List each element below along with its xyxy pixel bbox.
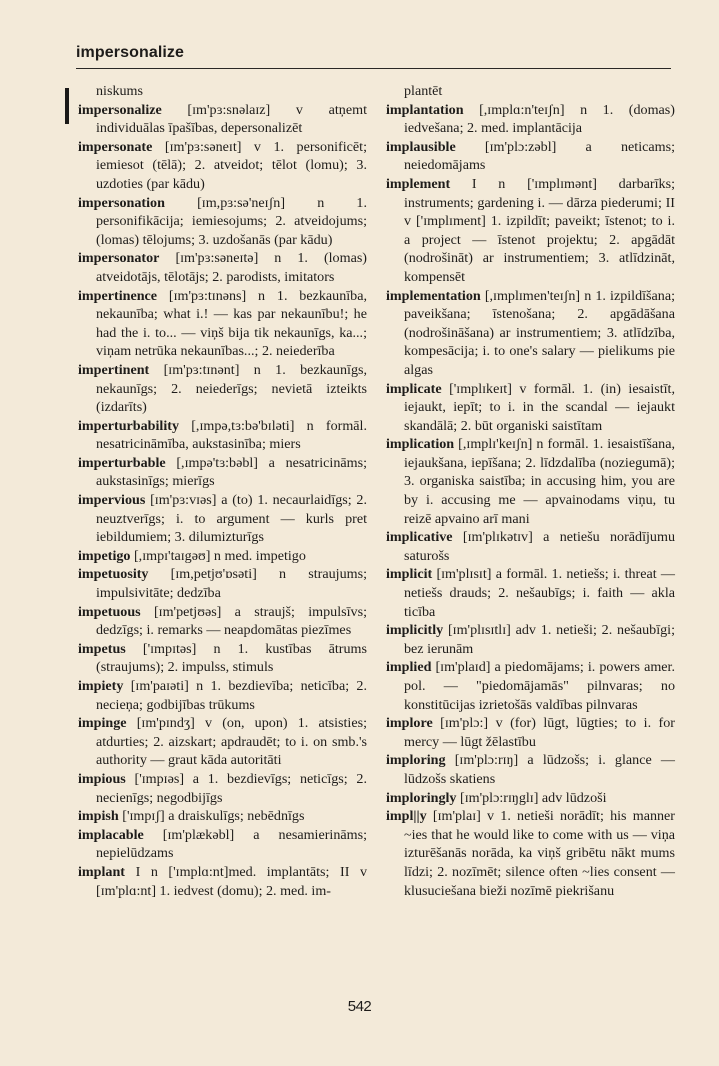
- dictionary-entry: [78, 807, 367, 826]
- dictionary-entry: [386, 751, 675, 788]
- headword: imperturbable: [78, 454, 166, 471]
- headword: impish: [78, 808, 119, 825]
- definition: [,ɪmplɪmen'teɪʃn] n 1. izpildīšana; paveikšana; īstenošana; 2. apgādāšana (nodrošināšana) ar instrumentiem; 3. atlīdzība, kompesācija; i. to one's salary — pielikums pie algas: [404, 287, 675, 378]
- dictionary-entry: [386, 807, 675, 900]
- definition: [ɪm'plɔ:rɪŋ] a lūdzošs; i. glance — lūdzošs skatiens: [404, 752, 675, 787]
- headword: impertinent: [78, 361, 150, 378]
- headword: impious: [78, 770, 126, 787]
- definition: [ɪm'pɜ:snəlaɪz] v atņemt individuālas īpašības, depersonalizēt: [96, 101, 367, 137]
- headword: impinge: [78, 715, 127, 732]
- definition: [ɪm'plɪsɪt] a formāl. 1. netiešs; i. threat — netiešs drauds; 2. nešaubīgs; i. faith — akla ticība: [404, 566, 675, 620]
- running-head: impersonalize: [76, 44, 185, 61]
- dictionary-entry: [78, 640, 367, 677]
- headword: impertinence: [78, 287, 158, 304]
- definition: [ɪm'plaɪ] v 1. netieši norādīt; his manner ~ies that he would like to come with us — viņa izturēšanās norāda, ka viņš gribētu nākt mums līdzi; 2. nozīmēt; silence often ~lies consent — klusuciešana bieži nozīmē piekrišanu: [404, 808, 675, 899]
- dictionary-entry: [78, 603, 367, 640]
- definition: [ɪm'pɜ:vɪəs] a (to) 1. necaurlaidīgs; 2. neuztverīgs; i. to argument — kurls pret iebildumiem; 3. dilumizturīgs: [96, 492, 367, 546]
- dictionary-entry: [386, 287, 675, 380]
- dictionary-entry: [386, 138, 675, 175]
- definition: [ɪm'pɜ:tɪnənt] n 1. bezkaunīgs, nekaunīgs; 2. neiederīgs; nevietā izteikts (izdarīts): [96, 361, 367, 416]
- definition: [ɪm'plɪkətɪv] a netiešu norādījumu saturošs: [404, 529, 675, 564]
- headword: implement: [386, 175, 451, 192]
- dictionary-entry: [386, 435, 675, 528]
- definition: ['ɪmpɪʃ] a draiskulīgs; nebēdnīgs: [118, 808, 305, 825]
- dictionary-entry: [78, 417, 367, 454]
- headword: implantation: [386, 101, 464, 118]
- definition: niskums: [96, 83, 143, 99]
- dictionary-entry: [78, 826, 367, 863]
- headword: impersonator: [78, 250, 160, 267]
- dictionary-entry: [78, 714, 367, 770]
- headword: impetigo: [78, 547, 131, 564]
- definition: [ɪm'pɪndʒ] v (on, upon) 1. atsisties; atdurties; 2. aizskart; apdraudēt; to i. on smb.'s authority — graut kāda autoritāti: [96, 715, 367, 769]
- headword: implicative: [386, 529, 453, 546]
- definition: [ɪm'plɔ:zəbl] a neticams; neiedomājams: [404, 138, 675, 174]
- headword: impl||y: [386, 808, 427, 825]
- headword: implication: [386, 436, 455, 453]
- dictionary-entry: [78, 677, 367, 714]
- definition: [,ɪmpə,tɜ:bə'bɪləti] n formāl. nesatricināmība, aukstasinība; miers: [96, 417, 367, 453]
- definition: plantēt: [404, 83, 443, 99]
- headword: implicit: [386, 566, 433, 583]
- definition: [ɪm'pɜ:səneɪtə] n 1. (lomas) atveidotājs, tēlotājs; 2. parodists, imitators: [96, 250, 367, 285]
- headword: implicitly: [386, 622, 444, 639]
- header-rule: [76, 68, 671, 69]
- headword: imploring: [386, 752, 446, 769]
- headword: impersonate: [78, 138, 153, 155]
- dictionary-entry: [386, 175, 675, 287]
- definition: [,ɪmplɪ'keɪʃn] n formāl. 1. iesaistīšana, iejaukšana, iepīšana; 2. līdzdalība (noziegumā); 3. organiska saistība; in accusing him, you are by i. accusing me — apvainodams viņu, tu reizē apvaino arī mani: [404, 436, 675, 527]
- dictionary-entry: [386, 101, 675, 138]
- definition: [ɪm'plaɪd] a piedomājams; i. powers amer. pol. — "piedomājamās" pilnvaras; no konstitūcijas izrietošās valdības pilnvaras: [404, 659, 675, 713]
- dictionary-entry: [78, 287, 367, 361]
- headword: impervious: [78, 492, 146, 509]
- entry-continuation: [78, 82, 367, 101]
- definition: [,ɪmpɪ'taɪgəʊ] n med. impetigo: [130, 547, 306, 564]
- headword: imploringly: [386, 789, 457, 806]
- definition: [ɪm'pɜ:tɪnəns] n 1. bezkaunība, nekaunība; what i.! — kas par nekaunību!; he had the i. to... — viņš bija tik nekaunīgs, ka...; viņam netrūka nekaunības...; 2. neiederība: [96, 287, 367, 360]
- right-column: [386, 82, 675, 900]
- dictionary-entry: [78, 194, 367, 250]
- definition: [ɪm'plɔ:rɪŋglɪ] adv lūdzoši: [456, 789, 607, 806]
- dictionary-entry: [78, 138, 367, 194]
- dictionary-entry: [78, 770, 367, 807]
- left-column: [78, 82, 367, 900]
- headword: impiety: [78, 678, 124, 694]
- definition: [,ɪmpə'tɜ:bəbl] a nesatricināms; aukstasinīgs; mierīgs: [96, 454, 367, 490]
- dictionary-entry: [386, 565, 675, 621]
- dictionary-entry: [78, 249, 367, 286]
- headword: implausible: [386, 138, 456, 155]
- dictionary-entry: [78, 454, 367, 491]
- definition: ['ɪmpɪtəs] n 1. kustības ātrums (straujums); 2. impulss, stimuls: [96, 640, 367, 676]
- definition: [ɪm'plækəbl] a nesamierināms; nepielūdzams: [96, 826, 367, 862]
- definition: [ɪm'paɪəti] n 1. bezdievība; neticība; 2. necieņa; godbijības trūkums: [96, 678, 367, 713]
- definition: [ɪm'petjʊəs] a straujš; impulsīvs; dedzīgs; i. remarks — neapdomātas piezīmes: [96, 603, 367, 639]
- definition: [ɪm'plɔ:] v (for) lūgt, lūgties; to i. for mercy — lūgt žēlastību: [404, 715, 675, 750]
- dictionary-entry: [78, 491, 367, 547]
- headword: impetuous: [78, 603, 141, 620]
- headword: impetus: [78, 640, 126, 657]
- headword: implacable: [78, 826, 144, 843]
- headword: implicate: [386, 380, 442, 397]
- dictionary-entry: [386, 714, 675, 751]
- dictionary-entry: [78, 361, 367, 417]
- headword: impersonation: [78, 194, 165, 211]
- headword: impetuosity: [78, 566, 149, 583]
- headword: implore: [386, 715, 433, 732]
- definition: [ɪm,petjʊ'ɒsəti] n straujums; impulsivitāte; dedzība: [96, 566, 367, 602]
- definition: I n ['ɪmplɑ:nt]med. implantāts; II v [ɪm'plɑ:nt] 1. iedvest (domu); 2. med. im-: [96, 863, 367, 899]
- headword: implant: [78, 863, 125, 880]
- definition: I n ['ɪmplɪmənt] darbarīks; instruments; gardening i. — dārza piederumi; II v ['ɪmplɪment] 1. izpildīt; paveikt; īstenot; to i. a project — īstenot projektu; 2. apgādāt (nodrošināt) ar instrumentiem; 3. atlīdzināt, kompensēt: [404, 175, 675, 285]
- dictionary-entry: [78, 565, 367, 602]
- entry-continuation: [386, 82, 675, 101]
- dictionary-entry: [386, 528, 675, 565]
- definition: [ɪm'plɪsɪtlɪ] adv 1. netieši; 2. nešaubīgi; bez ierunām: [404, 622, 675, 657]
- page-number: 542: [347, 998, 372, 1015]
- definition: [,ɪmplɑ:n'teɪʃn] n 1. (domas) iedvešana; 2. med. implantācija: [404, 101, 675, 137]
- headword: imperturbability: [78, 417, 180, 434]
- dictionary-entry: [78, 101, 367, 138]
- definition: [ɪm'pɜ:səneɪt] v 1. personificēt; iemiesot (tēlā); 2. atveidot; tēlot (lomu); 3. uzdoties (par kādu): [96, 138, 367, 192]
- headword: implied: [386, 659, 432, 676]
- headword: implementation: [386, 287, 481, 304]
- dictionary-entry: [386, 658, 675, 714]
- dictionary-entry: [78, 547, 367, 566]
- dictionary-entry: [386, 789, 675, 808]
- thumb-index-tab: [65, 88, 69, 124]
- headword: impersonalize: [78, 101, 162, 118]
- definition: ['ɪmpɪəs] a 1. bezdievīgs; neticīgs; 2. necienīgs; negodbijīgs: [96, 770, 367, 806]
- definition: [ɪm,pɜ:sə'neɪʃn] n 1. personifikācija; iemiesojums; 2. atveidojums; (lomas) tēlojums; 3. uzdošanās (par kādu): [96, 194, 367, 248]
- dictionary-entry: [386, 380, 675, 436]
- dictionary-entry: [78, 863, 367, 900]
- definition: ['ɪmplɪkeɪt] v formāl. 1. (in) iesaistīt, iejaukt, iepīt; to i. in the scandal — iejaukt skandālā; 2. būt organiski saistītam: [404, 380, 675, 434]
- dictionary-entry: [386, 621, 675, 658]
